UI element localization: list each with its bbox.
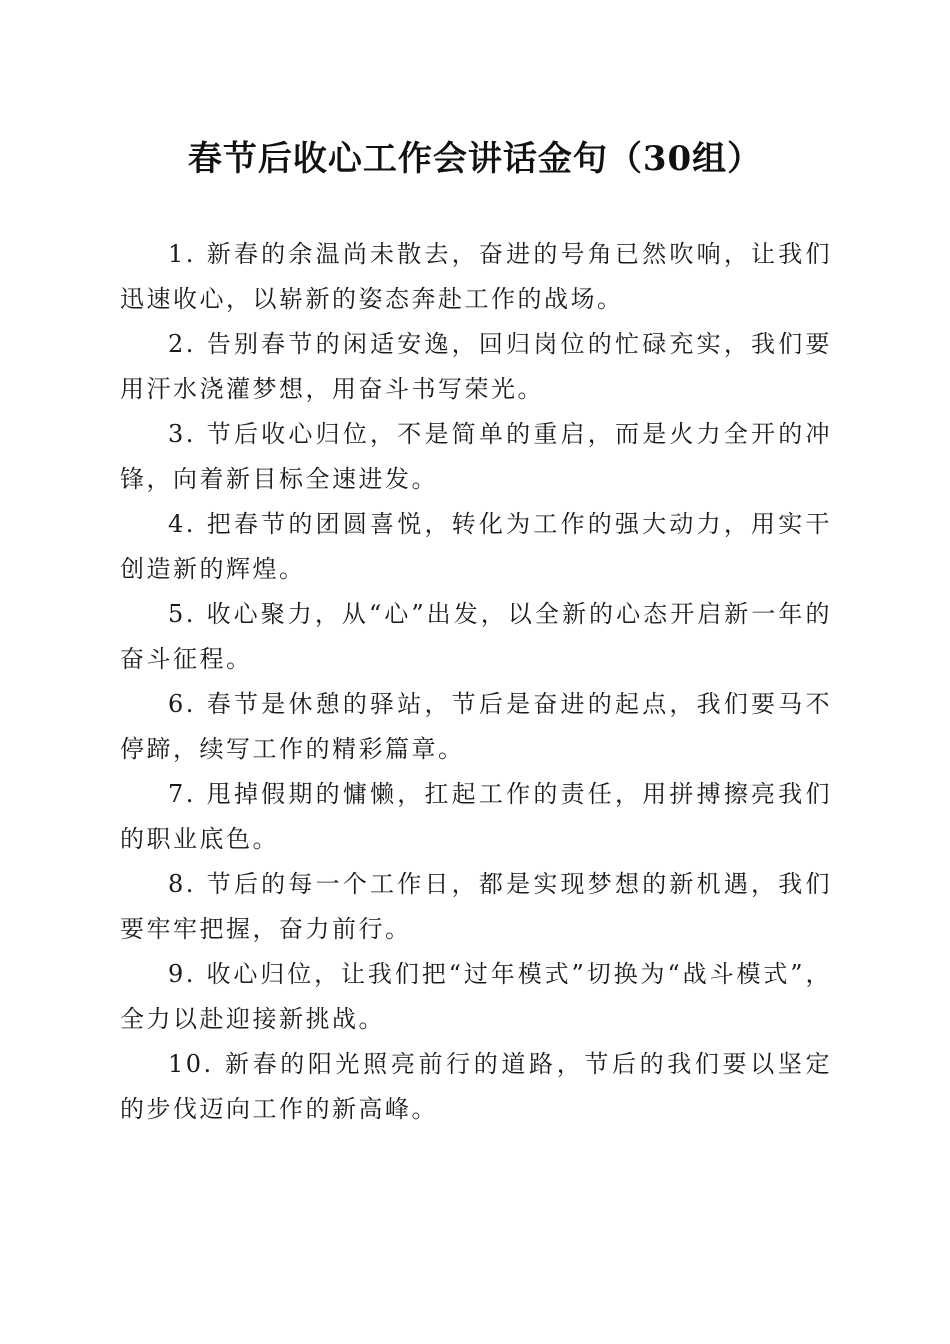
- paragraph-5: 5. 收心聚力，从“心”出发，以全新的心态开启新一年的奋斗征程。: [120, 600, 832, 673]
- paragraph-3: 3. 节后收心归位，不是简单的重启，而是火力全开的冲锋，向着新目标全速进发。: [120, 420, 832, 493]
- document-body: [120, 232, 832, 1132]
- paragraph-4: 4. 把春节的团圆喜悦，转化为工作的强大动力，用实干创造新的辉煌。: [120, 510, 832, 583]
- paragraph-8: 8. 节后的每一个工作日，都是实现梦想的新机遇，我们要牢牢把握，奋力前行。: [120, 870, 832, 943]
- paragraph-2: 2. 告别春节的闲适安逸，回归岗位的忙碌充实，我们要用汗水浇灌梦想，用奋斗书写荣光。: [120, 330, 832, 403]
- paragraph-1: 1. 新春的余温尚未散去，奋进的号角已然吹响，让我们迅速收心，以崭新的姿态奔赴工作的战场。: [120, 240, 832, 313]
- paragraph-9: 9. 收心归位，让我们把“过年模式”切换为“战斗模式”，全力以赴迎接新挑战。: [120, 960, 832, 1033]
- paragraph-7: 7. 甩掉假期的慵懒，扛起工作的责任，用拼搏擦亮我们的职业底色。: [120, 780, 832, 853]
- paragraph-10: 10. 新春的阳光照亮前行的道路，节后的我们要以坚定的步伐迈向工作的新高峰。: [120, 1050, 832, 1123]
- paragraph-6: 6. 春节是休憩的驿站，节后是奋进的起点，我们要马不停蹄，续写工作的精彩篇章。: [120, 690, 832, 763]
- document-title: 春节后收心工作会讲话金句（30组）: [187, 139, 763, 179]
